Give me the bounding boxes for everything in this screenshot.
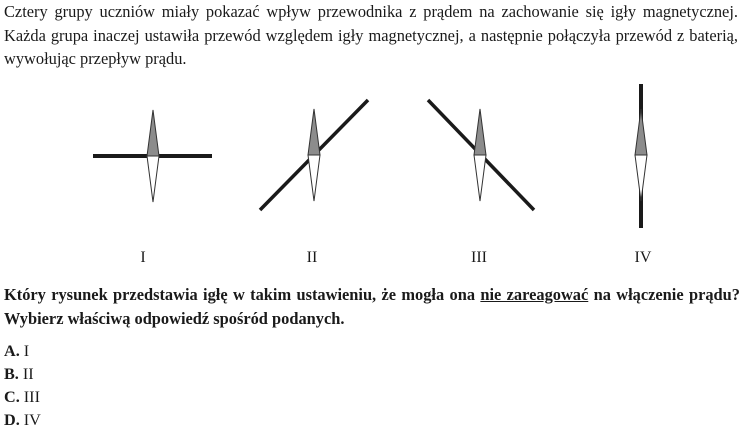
- needle-north: [635, 109, 647, 155]
- needle-north: [308, 109, 320, 155]
- needle-north: [147, 110, 159, 156]
- question-text: [4, 283, 740, 330]
- question-after: na włączenie prądu? Wybierz właściwą odpowiedź spośród podanych.: [4, 285, 740, 328]
- figures-row: [0, 78, 741, 273]
- needle-south: [635, 155, 647, 201]
- answer-letter: B.: [4, 365, 19, 383]
- needle-south: [147, 156, 159, 202]
- answer-letter: C.: [4, 388, 20, 406]
- figure-1-drawing: [88, 78, 218, 248]
- question-underlined: nie zareagować: [480, 285, 589, 304]
- answer-letter: D.: [4, 411, 20, 429]
- answer-option-c[interactable]: [4, 386, 304, 409]
- answer-text: II: [22, 365, 34, 383]
- figure-3: [416, 78, 546, 273]
- answer-option-d[interactable]: [4, 409, 304, 432]
- needle-south: [474, 155, 486, 201]
- intro-line-1: Cztery grupy uczniów miały pokazać wpływ przewodnika z prądem na zachowanie się igły magnetycznej.: [4, 2, 738, 21]
- answer-text: IV: [23, 411, 41, 429]
- figure-label: III: [471, 249, 487, 266]
- intro-line-3: z baterią, wywołując przepływ prądu.: [4, 25, 738, 68]
- figure-2-drawing: [250, 78, 380, 248]
- answer-text: III: [23, 388, 40, 406]
- figure-4-drawing: [576, 78, 706, 248]
- figure-label: II: [306, 249, 318, 266]
- question-before: Który rysunek przedstawia igłę w takim ustawieniu, że mogła ona: [4, 285, 481, 304]
- answer-list: [4, 340, 304, 432]
- intro-line-2: Każda grupa inaczej ustawiła przewód względem igły magnetycznej, a następnie połączyła przewód: [4, 25, 673, 45]
- figure-3-drawing: [416, 78, 546, 248]
- answer-option-a[interactable]: [4, 340, 304, 363]
- figure-label: IV: [634, 249, 652, 266]
- figure-4: [576, 78, 706, 273]
- figure-2: [250, 78, 380, 273]
- intro-text: [4, 0, 738, 71]
- figure-1: [88, 78, 218, 273]
- figure-label: I: [140, 249, 146, 266]
- answer-letter: A.: [4, 342, 20, 360]
- answer-text: I: [23, 342, 30, 360]
- needle-south: [308, 155, 320, 201]
- needle-north: [474, 109, 486, 155]
- answer-option-b[interactable]: [4, 363, 304, 386]
